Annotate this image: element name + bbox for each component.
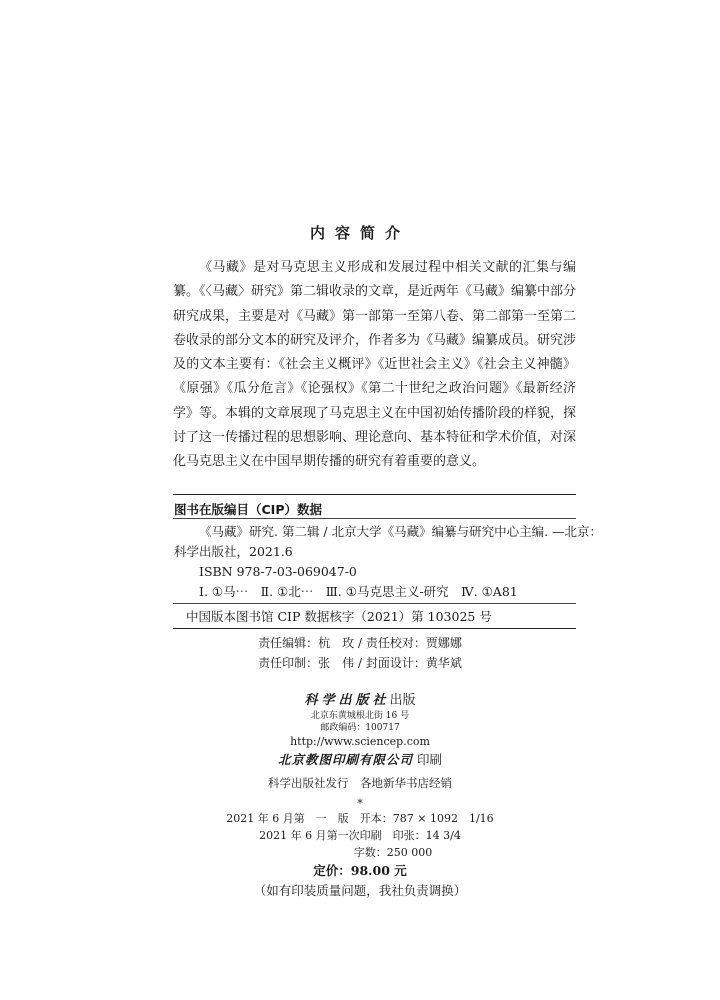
publisher-address: 北京东黄城根北街 16 号 xyxy=(310,711,410,721)
cip-classification: Ⅰ. ①马⋯ Ⅱ. ①北⋯ Ⅲ. ①马克思主义-研究 Ⅳ. ①A81 xyxy=(199,584,518,599)
publisher-line xyxy=(0,692,720,710)
credits-line-1: 责任编辑：杭 玫 / 责任校对：贾娜娜 xyxy=(258,636,462,650)
cip-number: 中国版本图书馆 CIP 数据核字（2021）第 103025 号 xyxy=(186,609,492,624)
cip-heading: 图书在版编目（CIP）数据 xyxy=(174,502,322,517)
publisher-postcode: 邮政编码：100717 xyxy=(320,723,400,733)
cip-publisher-line: 科学出版社，2021.6 xyxy=(174,544,293,559)
edition-line: 2021 年 6 月第 一 版 开本：787 × 1092 1/16 xyxy=(226,812,494,825)
price-value: 98.00 元 xyxy=(350,863,407,878)
printer-suffix: 印刷 xyxy=(413,752,442,767)
publisher-url: http://www.sciencep.com xyxy=(290,735,430,748)
cip-isbn: ISBN 978-7-03-069047-0 xyxy=(199,564,357,579)
publication-info xyxy=(0,692,720,901)
cip-bottom-rule xyxy=(173,628,576,629)
cip-record xyxy=(174,522,603,602)
publisher-suffix: 出版 xyxy=(389,693,416,708)
intro-body: 《马藏》是对马克思主义形成和发展过程中相关文献的汇集与编纂。《〈马藏〉研究》第二辑收录的文章，是近两年《马藏》编纂中部分研究成果，主要是对《马藏》第一部第一至第八卷、第二部第一至第二卷收录的部分文本的研究及评介，作者多为《马藏》编纂成员。研究涉及的文本主要有：《社会主义概评》《近世社会主义》《社会主义神髓》《原强》《瓜分危言》《论强权》《第二十世纪之政治问题》《最新经济学》等。本辑的文章展现了马克思主义在中国初始传播阶段的样貌，探讨了这一传播过程的思想影响、理论意向、基本特征和学术价值，对深化马克思主义在中国早期传播的研究有着重要的意义。 xyxy=(173,260,577,470)
separator-star: * xyxy=(357,797,363,810)
distribution-line: 科学出版社发行 各地新华书店经销 xyxy=(268,776,452,790)
cip-title-line: 《马藏》研究. 第二辑 / 北京大学《马藏》编纂与研究中心主编. —北京： xyxy=(199,524,603,539)
cip-top-rule xyxy=(173,494,576,495)
editor-credits xyxy=(0,633,720,673)
quality-notice: （如有印装质量问题，我社负责调换） xyxy=(253,883,467,898)
print-line: 2021 年 6 月第一次印刷 印张：14 3/4 xyxy=(259,829,461,842)
price-line xyxy=(0,861,720,881)
printer-name: 北京教图印刷有限公司 xyxy=(278,752,414,767)
publisher-name: 科学出版社 xyxy=(304,693,390,708)
printer-line xyxy=(0,750,720,770)
cip-number-rule xyxy=(173,603,576,604)
cip-heading-rule xyxy=(173,518,576,519)
intro-title: 内容简介 xyxy=(309,224,410,242)
price-label: 定价： xyxy=(313,863,351,878)
credits-line-2: 责任印制：张 伟 / 封面设计：黄华斌 xyxy=(258,656,462,670)
word-count: 字数：250 000 xyxy=(287,846,433,859)
